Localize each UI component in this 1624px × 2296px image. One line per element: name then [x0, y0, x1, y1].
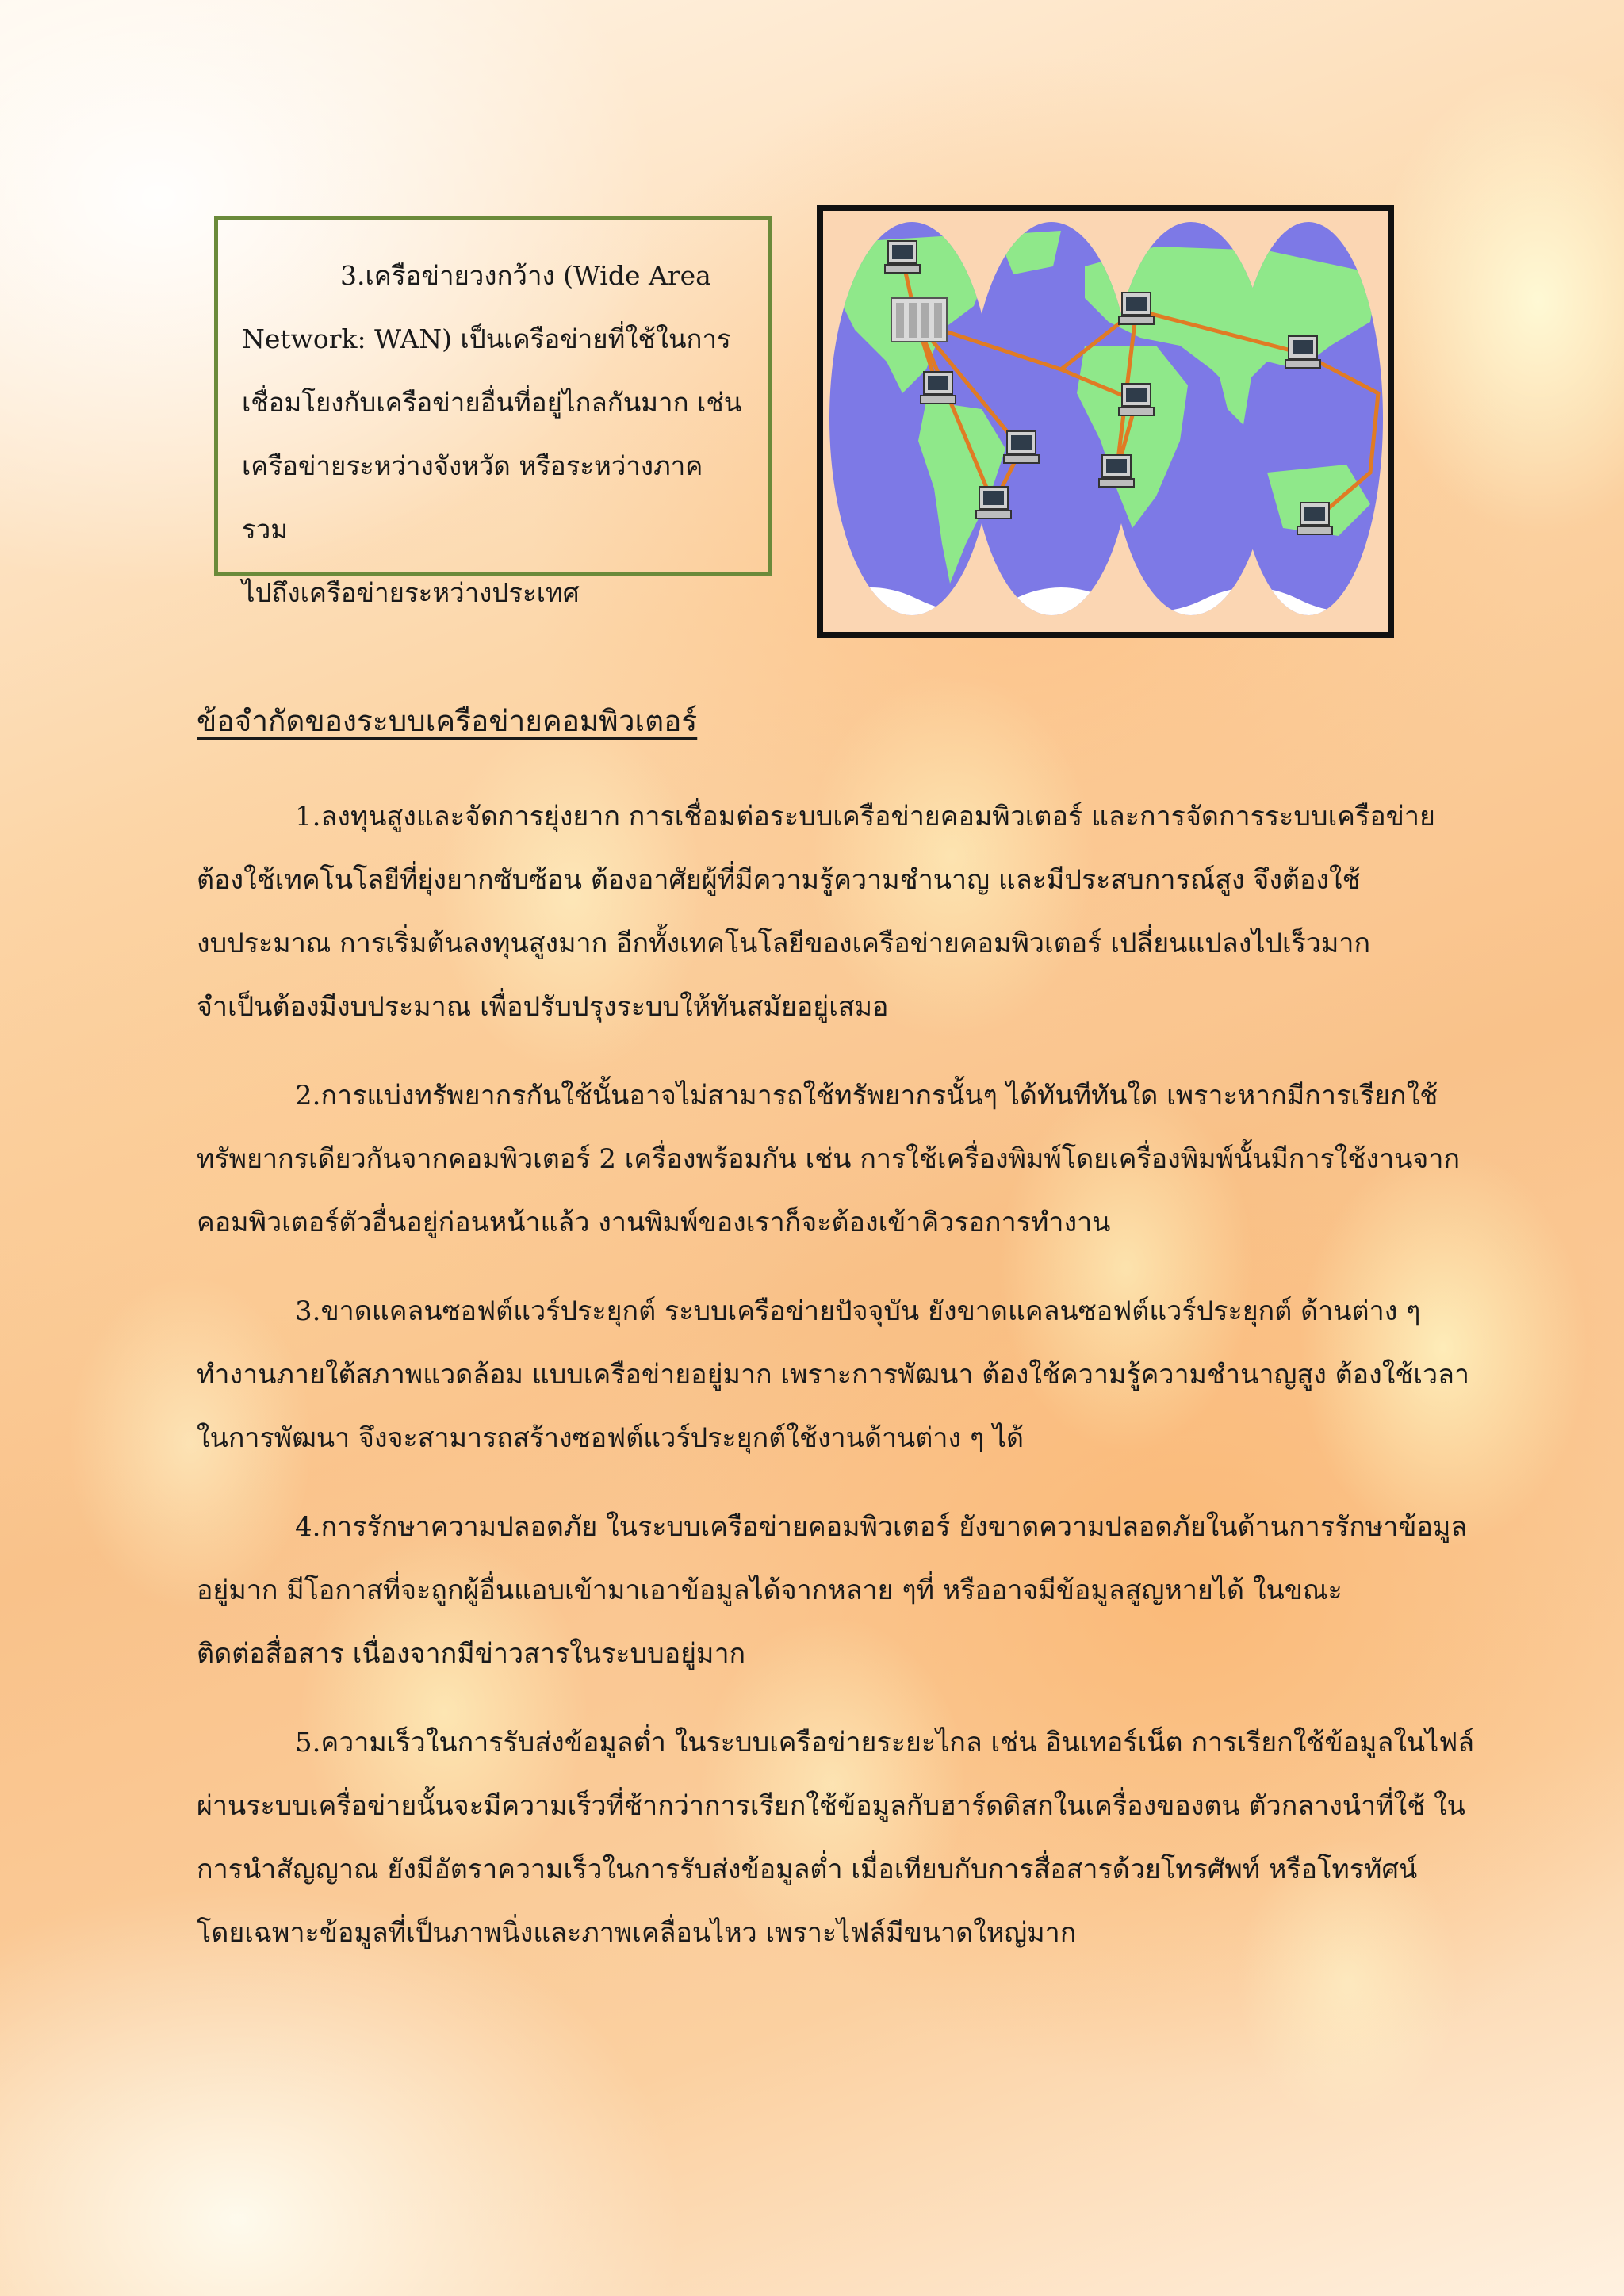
- paragraph-line: ติดต่อสื่อสาร เนื่องจากมีข่าวสารในระบบอยู่มาก: [197, 1638, 746, 1670]
- paragraph-line: อยู่มาก มีโอกาสที่จะถูกผู้อื่นแอบเข้ามาเอาข้อมูลได้จากหลาย ๆที่ หรืออาจมีข้อมูลสูญหายได้ ในขณะ: [197, 1575, 1342, 1606]
- paragraph-line: งบประมาณ การเริ่มต้นลงทุนสูงมาก อีกทั้งเทคโนโลยีของเครือข่ายคอมพิวเตอร์ เปลี่ยนแปลงไปเร็วมาก: [197, 928, 1371, 959]
- paragraph-line: ต้องใช้เทคโนโลยีที่ยุ่งยากซับซ้อน ต้องอาศัยผู้ที่มีความรู้ความชำนาญ และมีประสบการณ์สูง จึงต้องใช้: [197, 864, 1361, 896]
- computer-icon: [1119, 384, 1154, 415]
- computer-icon: [1285, 336, 1320, 368]
- limitation-paragraph-5: [197, 1711, 1475, 1965]
- paragraph-line: โดยเฉพาะข้อมูลที่เป็นภาพนิ่งและภาพเคลื่อนไหว เพราะไฟล์มีขนาดใหญ่มาก: [197, 1917, 1077, 1949]
- wan-line: ไปถึงเครือข่ายระหว่างประเทศ: [242, 577, 580, 608]
- computer-icon: [976, 487, 1011, 519]
- limitation-paragraph-3: [197, 1280, 1470, 1470]
- wan-line: เครือข่ายระหว่างจังหวัด หรือระหว่างภาครวม: [242, 450, 703, 545]
- paragraph-line: 1.ลงทุนสูงและจัดการยุ่งยาก การเชื่อมต่อระบบเครือข่ายคอมพิวเตอร์ และการจัดการระบบเครือข่าย: [295, 801, 1435, 832]
- paragraph-line: 4.การรักษาความปลอดภัย ในระบบเครือข่ายคอมพิวเตอร์ ยังขาดความปลอดภัยในด้านการรักษาข้อมูล: [295, 1511, 1468, 1543]
- computer-icon: [1297, 503, 1332, 534]
- wan-line: Network: WAN) เป็นเครือข่ายที่ใช้ในการ: [242, 323, 731, 354]
- paragraph-line: 3.ขาดแคลนซอฟต์แวร์ประยุกต์ ระบบเครือข่ายปัจจุบัน ยังขาดแคลนซอฟต์แวร์ประยุกต์ ด้านต่าง ๆ: [295, 1295, 1421, 1327]
- paragraph-line: ทรัพยากรเดียวกันจากคอมพิวเตอร์ 2 เครื่องพร้อมกัน เช่น การใช้เครื่องพิมพ์โดยเครื่องพิมพ์นั้นมีการใช้งานจาก: [197, 1143, 1461, 1175]
- computer-icon: [1119, 293, 1154, 324]
- wan-map-illustration: [817, 205, 1394, 638]
- paragraph-line: 2.การแบ่งทรัพยากรกันใช้นั้นอาจไม่สามารถใช้ทรัพยากรนั้นๆ ได้ทันทีทันใด เพราะหากมีการเรียกใช้: [295, 1080, 1438, 1112]
- paragraph-line: 5.ความเร็วในการรับส่งข้อมูลต่ำ ในระบบเครือข่ายระยะไกล เช่น อินเทอร์เน็ต การเรียกใช้ข้อมูลในไฟล์: [295, 1727, 1475, 1758]
- computer-icon: [1099, 455, 1134, 487]
- section-heading: ข้อจำกัดของระบบเครือข่ายคอมพิวเตอร์: [197, 704, 698, 738]
- limitation-paragraph-2: [197, 1064, 1461, 1254]
- limitations-list: [197, 785, 1475, 1990]
- paragraph-line: การนำสัญญาณ ยังมีอัตราความเร็วในการรับส่งข้อมูลต่ำ เมื่อเทียบกับการสื่อสารด้วยโทรศัพท์ หรือโทรทัศน์: [197, 1854, 1418, 1885]
- world-network-map: [823, 211, 1388, 632]
- paragraph-line: คอมพิวเตอร์ตัวอื่นอยู่ก่อนหน้าแล้ว งานพิมพ์ของเราก็จะต้องเข้าคิวรอการทำงาน: [197, 1207, 1111, 1238]
- wan-line: เชื่อมโยงกับเครือข่ายอื่นที่อยู่ไกลกันมาก เช่น: [242, 387, 742, 418]
- paragraph-line: ในการพัฒนา จึงจะสามารถสร้างซอฟต์แวร์ประยุกต์ใช้งานด้านต่าง ๆ ได้: [197, 1422, 1025, 1454]
- wan-description-box: [214, 216, 772, 608]
- limitation-paragraph-1: [197, 785, 1435, 1039]
- paragraph-line: จำเป็นต้องมีงบประมาณ เพื่อปรับปรุงระบบให้ทันสมัยอยู่เสมอ: [197, 991, 889, 1023]
- computer-icon: [1004, 431, 1039, 463]
- limitation-paragraph-4: [197, 1495, 1468, 1686]
- wan-line: 3.เครือข่ายวงกว้าง (Wide Area: [340, 260, 711, 291]
- computer-icon: [885, 241, 920, 273]
- paragraph-line: ทำงานภายใต้สภาพแวดล้อม แบบเครือข่ายอยู่มาก เพราะการพัฒนา ต้องใช้ความรู้ความชำนาญสูง ต้องใช้เวลา: [197, 1359, 1470, 1391]
- computer-icon: [921, 372, 956, 404]
- server-icon: [891, 298, 947, 342]
- paragraph-line: ผ่านระบบเครื่อข่ายนั้นจะมีความเร็วที่ช้ากว่าการเรียกใช้ข้อมูลกับฮาร์ดดิสกในเครื่องของตน ตัวกลางนำที่ใช้ ใน: [197, 1790, 1465, 1822]
